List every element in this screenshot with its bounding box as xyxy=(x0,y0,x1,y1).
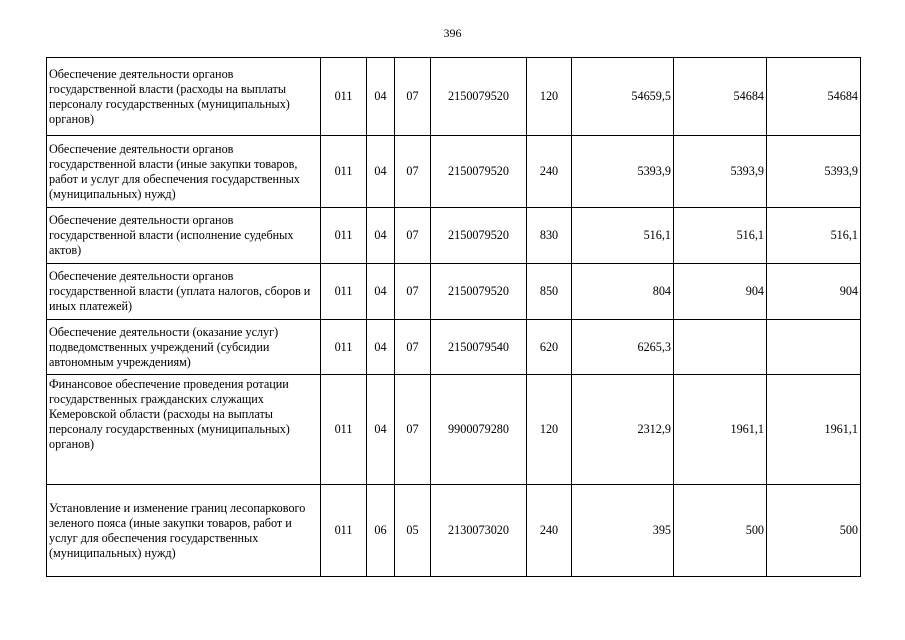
amount-2: 516,1 xyxy=(674,208,767,264)
expense-type-code: 120 xyxy=(527,58,572,136)
amount-3: 1961,1 xyxy=(767,375,861,485)
table-row xyxy=(47,208,861,264)
row-description: Финансовое обеспечение проведения ротации государственных гражданских служащих Кемеровской области (расходы на выплаты персоналу государственных (муниципальных) органов) xyxy=(47,375,321,485)
ved-code: 011 xyxy=(321,208,367,264)
amount-3: 500 xyxy=(767,485,861,577)
row-description: Обеспечение деятельности органов государственной власти (иные закупки товаров, работ и услуг для обеспечения государственных (муниципальных) нужд) xyxy=(47,136,321,208)
target-article-code: 2150079520 xyxy=(431,136,527,208)
budget-table xyxy=(46,57,861,577)
amount-3: 54684 xyxy=(767,58,861,136)
target-article-code: 2150079520 xyxy=(431,264,527,320)
section-code: 04 xyxy=(367,136,395,208)
expense-type-code: 120 xyxy=(527,375,572,485)
section-code: 06 xyxy=(367,485,395,577)
table-row xyxy=(47,485,861,577)
row-description: Обеспечение деятельности органов государственной власти (уплата налогов, сборов и иных платежей) xyxy=(47,264,321,320)
section-code: 04 xyxy=(367,264,395,320)
table-row xyxy=(47,136,861,208)
target-article-code: 9900079280 xyxy=(431,375,527,485)
amount-2 xyxy=(674,320,767,375)
table-row xyxy=(47,58,861,136)
amount-2: 500 xyxy=(674,485,767,577)
table-row xyxy=(47,320,861,375)
subsection-code: 07 xyxy=(395,320,431,375)
amount-1: 5393,9 xyxy=(572,136,674,208)
amount-3: 516,1 xyxy=(767,208,861,264)
ved-code: 011 xyxy=(321,320,367,375)
amount-2: 1961,1 xyxy=(674,375,767,485)
amount-2: 54684 xyxy=(674,58,767,136)
target-article-code: 2130073020 xyxy=(431,485,527,577)
table-row xyxy=(47,375,861,485)
target-article-code: 2150079520 xyxy=(431,208,527,264)
ved-code: 011 xyxy=(321,136,367,208)
expense-type-code: 830 xyxy=(527,208,572,264)
section-code: 04 xyxy=(367,208,395,264)
subsection-code: 07 xyxy=(395,208,431,264)
row-description: Обеспечение деятельности органов государственной власти (исполнение судебных актов) xyxy=(47,208,321,264)
page-number: 396 xyxy=(443,26,462,40)
subsection-code: 05 xyxy=(395,485,431,577)
expense-type-code: 240 xyxy=(527,485,572,577)
target-article-code: 2150079540 xyxy=(431,320,527,375)
subsection-code: 07 xyxy=(395,375,431,485)
amount-1: 395 xyxy=(572,485,674,577)
subsection-code: 07 xyxy=(395,58,431,136)
amount-1: 516,1 xyxy=(572,208,674,264)
section-code: 04 xyxy=(367,58,395,136)
amount-3: 5393,9 xyxy=(767,136,861,208)
amount-1: 54659,5 xyxy=(572,58,674,136)
subsection-code: 07 xyxy=(395,264,431,320)
subsection-code: 07 xyxy=(395,136,431,208)
amount-3: 904 xyxy=(767,264,861,320)
expense-type-code: 850 xyxy=(527,264,572,320)
ved-code: 011 xyxy=(321,485,367,577)
amount-1: 2312,9 xyxy=(572,375,674,485)
table-row xyxy=(47,264,861,320)
section-code: 04 xyxy=(367,320,395,375)
section-code: 04 xyxy=(367,375,395,485)
amount-3 xyxy=(767,320,861,375)
target-article-code: 2150079520 xyxy=(431,58,527,136)
row-description: Обеспечение деятельности органов государственной власти (расходы на выплаты персоналу государственных (муниципальных) органов) xyxy=(47,58,321,136)
amount-1: 6265,3 xyxy=(572,320,674,375)
amount-2: 904 xyxy=(674,264,767,320)
ved-code: 011 xyxy=(321,264,367,320)
expense-type-code: 620 xyxy=(527,320,572,375)
amount-1: 804 xyxy=(572,264,674,320)
row-description: Обеспечение деятельности (оказание услуг) подведомственных учреждений (субсидии автономным учреждениям) xyxy=(47,320,321,375)
expense-type-code: 240 xyxy=(527,136,572,208)
amount-2: 5393,9 xyxy=(674,136,767,208)
row-description: Установление и изменение границ лесопаркового зеленого пояса (иные закупки товаров, работ и услуг для обеспечения государственных (муниципальных) нужд) xyxy=(47,485,321,577)
ved-code: 011 xyxy=(321,375,367,485)
ved-code: 011 xyxy=(321,58,367,136)
